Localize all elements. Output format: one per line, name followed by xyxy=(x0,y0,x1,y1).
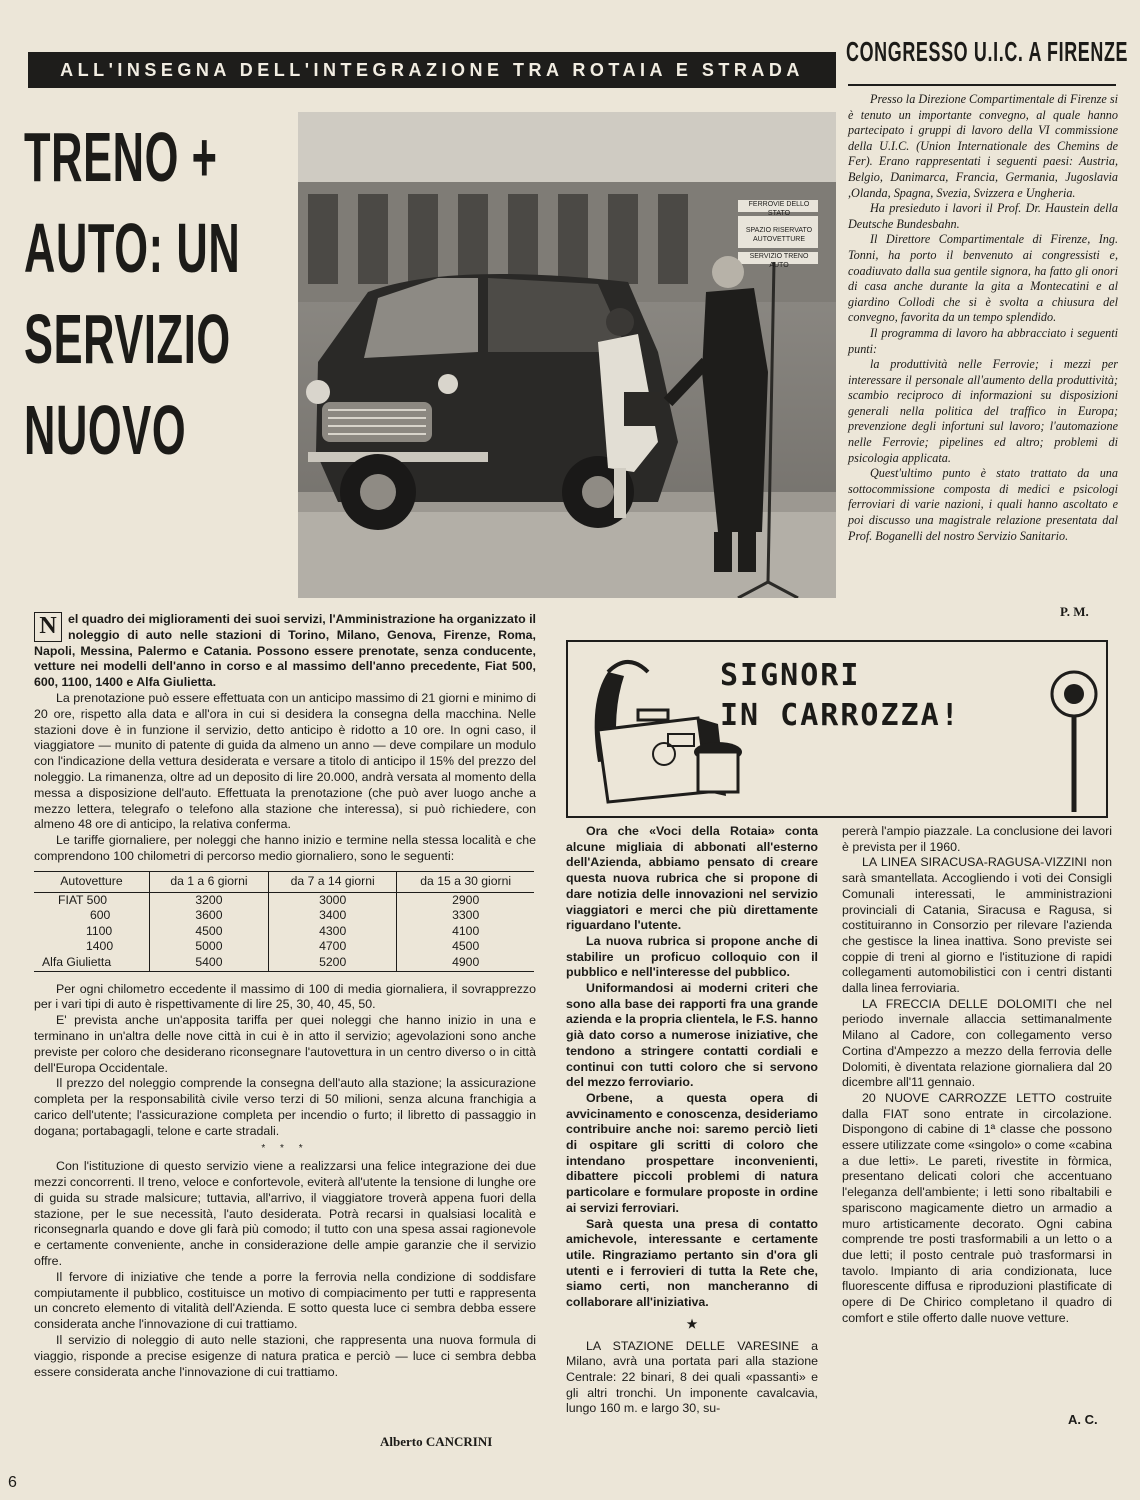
photo-sign-line: SERVIZIO TRENO AUTO xyxy=(749,253,809,269)
table-row xyxy=(34,955,534,971)
author-signature: Alberto CANCRINI xyxy=(380,1434,493,1449)
table-cell: 3400 xyxy=(268,908,396,924)
section-stars: * * * xyxy=(261,1143,309,1155)
dropcap: N xyxy=(34,612,62,642)
body-paragraph: Il servizio di noleggio di auto nelle stazioni, che rappresenta una nuova formula di viaggio, risponde a precise esigenze di natura pratica e perciò — luce ci sembra debba essere considerata anche l'innovazione di cui trattiamo. xyxy=(34,1333,536,1379)
tariff-header: da 1 a 6 giorni xyxy=(149,871,268,892)
star-separator: ★ xyxy=(686,1316,698,1331)
rubrica-paragraph: Ora che «Voci della Rotaia» conta alcune migliaia di abbonati all'esterno dell'Azienda, abbiamo pensato di creare questa nuova rubrica che si propone di dare notizia delle innovazioni nel servizio viaggiatori e merci che più direttamente riguardano l'utente. xyxy=(566,824,818,933)
table-cell: 1100 xyxy=(86,923,113,938)
table-cell: 5200 xyxy=(268,955,396,971)
table-row xyxy=(34,892,534,908)
side-paragraph: Presso la Direzione Compartimentale di Firenze si è tenuto un importante convegno, al quale hanno partecipato i gruppi di lavoro della VI commissione della U.I.C. (Union Internationale des Chemins de Fer). Erano rappresentati i seguenti paesi: Austria, Belgio, Danimarca, Francia, Germania, Jugoslavia ,Olanda, Spagna, Svezia, Svizzera e Ungheria. xyxy=(848,92,1118,200)
news-paragraph: LA FRECCIA DELLE DOLOMITI che nel periodo invernale allaccia settimanalmente Milano al Cadore, con collegamento verso Cortina d'Ampezzo a mezzo della ferrovia delle Dolomiti, è diventata relazione giornaliera dal 20 dicembre all'11 gennaio. xyxy=(842,996,1112,1090)
signori-title xyxy=(720,656,961,736)
rubrica-paragraph: Orbene, a questa opera di avvicinamento e conoscenza, desideriamo contribuire anche noi: saremo perciò lieti di ospitare gli scritti di coloro che intendano prospettare inconvenienti, dibattere piccoli problemi di natura particolare e formulare proposte in ordine ai servizi ferroviari. xyxy=(566,1090,818,1215)
table-cell: 3000 xyxy=(268,892,396,908)
headline-line: NUOVO xyxy=(24,391,187,469)
news-paragraph: LA STAZIONE DELLE VARESINE a Milano, avrà una portata pari alla stazione Centrale: 22 binari, 8 dei quali «passanti» e gli altri tronchi. Un imponente cavalcavia, lungo 160 m. e largo 30, su- xyxy=(566,1338,818,1416)
photo-illustration xyxy=(298,112,836,598)
photo-sign-line: FERROVIE DELLO STATO xyxy=(748,201,810,217)
side-article-signature: P. M. xyxy=(1060,604,1089,619)
table-cell: 2900 xyxy=(397,892,534,908)
table-cell: 1400 xyxy=(86,939,114,954)
table-cell: Alfa Giulietta xyxy=(42,954,112,969)
section-banner: ALL'INSEGNA DELL'INTEGRAZIONE TRA ROTAIA E STRADA xyxy=(28,52,836,88)
side-paragraph: Il programma di lavoro ha abbracciato i seguenti punti: xyxy=(848,325,1118,356)
body-paragraph: E' prevista anche un'apposita tariffa per quei noleggi che hanno inizio in una e terminano in un'altra delle nove città in cui è in atto il servizio; agevolazioni sono anche previste per coloro che desiderano riconsegnare l'autovettura in un centro diverso o in città dell'Europa Occidentale. xyxy=(34,1013,536,1075)
table-cell: 4500 xyxy=(149,924,268,940)
table-cell: 4900 xyxy=(397,955,534,971)
table-cell: 600 xyxy=(90,908,111,923)
table-cell: 4100 xyxy=(397,924,534,940)
rubrica-paragraph: Sarà questa una presa di contatto amichevole, interessante e certamente utile. Ringraziamo pertanto sin d'ora gli utenti e i ferrovieri di tutta la Rete che, siamo certi, non mancheranno di collaborare all'iniziativa. xyxy=(566,1216,818,1310)
table-cell: 5000 xyxy=(149,939,268,955)
signori-line2: IN CARROZZA! xyxy=(720,698,961,733)
table-cell: 3300 xyxy=(397,908,534,924)
news-column xyxy=(842,824,1112,1327)
rubrica-column xyxy=(566,824,818,1417)
table-cell: 5400 xyxy=(149,955,268,971)
headline-line: TRENO + xyxy=(24,118,218,196)
news-paragraph: 20 NUOVE CARROZZE LETTO costruite dalla FIAT sono entrate in circolazione. Dispongono di cabine di 1ª classe che possono essere utilizzate come «singolo» o come «cabina a due letti». Le pareti, rivestite in fòrmica, presentano delicati colori che accentuano l'eleganza dell'ambiente; i letti sono ribaltabili e spariscono magicamente dietro un armadio a muro artisticamente decorato. Ogni cabina comprende tre posti trasformabili a un letto o a due letti; il posto centrale può trasformarsi in tavolo. Impianto di aria condizionata, luce fluorescente diffusa e riproduzioni plastificate di opere di De Chirico completano il quadro di comfort e stile offerto dalle nuove vetture. xyxy=(842,1090,1112,1325)
table-row xyxy=(34,939,534,955)
news-paragraph: LA LINEA SIRACUSA-RAGUSA-VIZZINI non sarà smantellata. Accogliendo i voti dei Consigli Comunali interessati, le amministrazioni provinciali di Catania, Siracusa e Ragusa, si costituiranno in Consorzio per rilevare l'azienda che gestisce la linea inattiva. Sono previste sei coppie di treni al giorno e l'istituzione di rapidi collegamenti automobilistici con i centri distanti dalla linea ferroviaria. xyxy=(842,855,1112,996)
tariff-header: da 15 a 30 giorni xyxy=(397,871,534,892)
news-signature: A. C. xyxy=(1068,1412,1098,1427)
headline-line: AUTO: UN xyxy=(24,209,241,287)
body-paragraph: Le tariffe giornaliere, per noleggi che hanno inizio e termine nella stessa località e che comprendono 100 chilometri di percorso medio giornaliero, sono le seguenti: xyxy=(34,833,536,863)
photo-sign-line: AUTOVETTURE xyxy=(753,236,805,243)
table-cell: FIAT 500 xyxy=(58,892,107,907)
news-paragraph: pererà l'ampio piazzale. La conclusione dei lavori è prevista per il 1960. xyxy=(842,824,1112,854)
table-cell: 4300 xyxy=(268,924,396,940)
table-cell: 4700 xyxy=(268,939,396,955)
rubrica-paragraph: Uniformandosi ai moderni criteri che sono alla base dei rapporti fra una grande azienda e la propria clientela, le F.S. hanno già dato corso a numerose iniziative, che tendono a stringere contatti cordiali e continui con tutti coloro che si servono del mezzo ferroviario. xyxy=(566,981,818,1090)
rubrica-paragraph: La nuova rubrica si propone anche di stabilire un proficuo colloquio con il pubblico e nell'interesse del pubblico. xyxy=(566,933,818,980)
side-paragraph: Quest'ultimo punto è stato trattato da una sottocommissione composta di medici e psicologi ferroviari di varie nazioni, i quali hanno ascoltato e poi discusso una magistrale relazione presentata dal Prof. Boganelli del nostro Servizio Sanitario. xyxy=(848,466,1118,543)
table-cell: 3600 xyxy=(149,908,268,924)
body-paragraph: Il fervore di iniziative che tende a porre la ferrovia nella condizione di soddisfare compiutamente il pubblico, costituisce un motivo di compiacimento per tutti e rappresenta un concreto elemento di vitalità dell'Azienda. E sotto questa luce ci sembra debba essere considerata anche l'innovazione di cui trattiamo. xyxy=(34,1269,536,1332)
side-article-rule xyxy=(848,84,1116,86)
headline xyxy=(24,112,241,476)
main-article xyxy=(34,612,536,1380)
photo-sign-line: SPAZIO RISERVATO xyxy=(745,227,813,234)
body-paragraph: Con l'istituzione di questo servizio viene a realizzarsi una felice integrazione dei due mezzi concorrenti. Il treno, veloce e confortevole, eviterà all'utente la tensione di lunghe ore di guida su strade malsicure; tuttavia, all'arrivo, il viaggiatore troverà appena fuori della stazione, per le sue necessità, l'auto desiderata. Potrà recarsi in qualsiasi località e riconsegnarla quando e dove gli farà più comodo; il tutto con una spesa assai ragionevole e certamente conveniente, anche in considerazione delle ampie garanzie che il servizio offre. xyxy=(34,1159,536,1269)
body-paragraph: Il prezzo del noleggio comprende la consegna dell'auto alla stazione; la assicurazione completa per la responsabilità civile verso terzi di 50 milioni, senza alcuna franchigia a carico dell'utente; l'assicurazione completa per incendio o furto; il libretto di passaggio in dogana; portabagagli, telone e carte stradali. xyxy=(34,1076,536,1138)
table-row xyxy=(34,908,534,924)
side-article-title: CONGRESSO U.I.C. A FIRENZE xyxy=(846,36,1129,67)
signori-line1: SIGNORI xyxy=(720,658,861,693)
body-paragraph: Per ogni chilometro eccedente il massimo di 100 di media giornaliera, il sovrapprezzo per i vari tipi di auto è rispettivamente di lire 25, 30, 40, 45, 50. xyxy=(34,981,536,1012)
table-cell: 4500 xyxy=(397,939,534,955)
headline-line: SERVIZIO xyxy=(24,300,231,378)
tariff-header: Autovetture xyxy=(34,871,149,892)
body-paragraph: La prenotazione può essere effettuata con un anticipo massimo di 21 giorni e minimo di 20 ore, rispetto alla data e all'ora in cui si desidera la consegna della macchina. Nelle stazioni dove è in funzione il servizio, detto anticipo è ridotto a 10 ore. In ogni caso, il viaggiatore — munito di patente di guida da almeno un anno — deve compilare un modulo con l'indicazione della vettura desiderata e versare a titolo di anticipo il 15% del prezzo del noleggio. La rimanenza, oltre ad un deposito di lire 20.000, andrà versata al momento della messa a disposizione dell'auto. Effettuata la prenotazione (che può aver luogo anche a mezzo lettera, telegrafo o telefono alla stazione che interessa), si può richiedere, con almeno 48 ore di anticipo, la relativa conferma. xyxy=(34,690,536,832)
tariff-table xyxy=(34,871,534,972)
table-row xyxy=(34,924,534,940)
tariff-header: da 7 a 14 giorni xyxy=(268,871,396,892)
table-cell: 3200 xyxy=(149,892,268,908)
side-paragraph: Ha presieduto i lavori il Prof. Dr. Haustein della Deutsche Bundesbahn. xyxy=(848,201,1118,231)
side-paragraph: Il Direttore Compartimentale di Firenze, Ing. Tonni, ha porto il benvenuto ai congressisti e, coadiuvato dalla sua gentile signora, ha fatto gli onori di casa anche durante la gita a Montecatini e al giardino Collodi che si è svolta a chiusura del convegno, favorita da un tempo splendido. xyxy=(848,232,1118,325)
page-number: 6 xyxy=(8,1474,17,1491)
tariff-header-row xyxy=(34,871,534,892)
side-paragraph: la produttività nelle Ferrovie; i mezzi per interessare il personale all'aumento della produttività; scambio reciproco di informazioni su disposizioni generali nella politica del traffico in Europa; prevenzione degli infortuni sul lavoro; l'automazione nelle Ferrovie; pipelines ed altro; problemi di psicologia applicata. xyxy=(848,357,1118,465)
photo-sign xyxy=(740,200,818,270)
photo-car-at-station xyxy=(298,112,836,598)
side-article-body xyxy=(848,92,1118,544)
lead-paragraph: el quadro dei miglioramenti dei suoi servizi, l'Amministrazione ha organizzato il noleggio di auto nelle stazioni di Torino, Milano, Genova, Firenze, Roma, Napoli, Messina, Palermo e Catania. Possono essere prenotate, senza conducente, vetture nei modelli dell'anno in corso e al massimo dell'anno precedente, Fiat 500, 600, 1100, 1400 e Alfa Giulietta. xyxy=(34,612,536,690)
